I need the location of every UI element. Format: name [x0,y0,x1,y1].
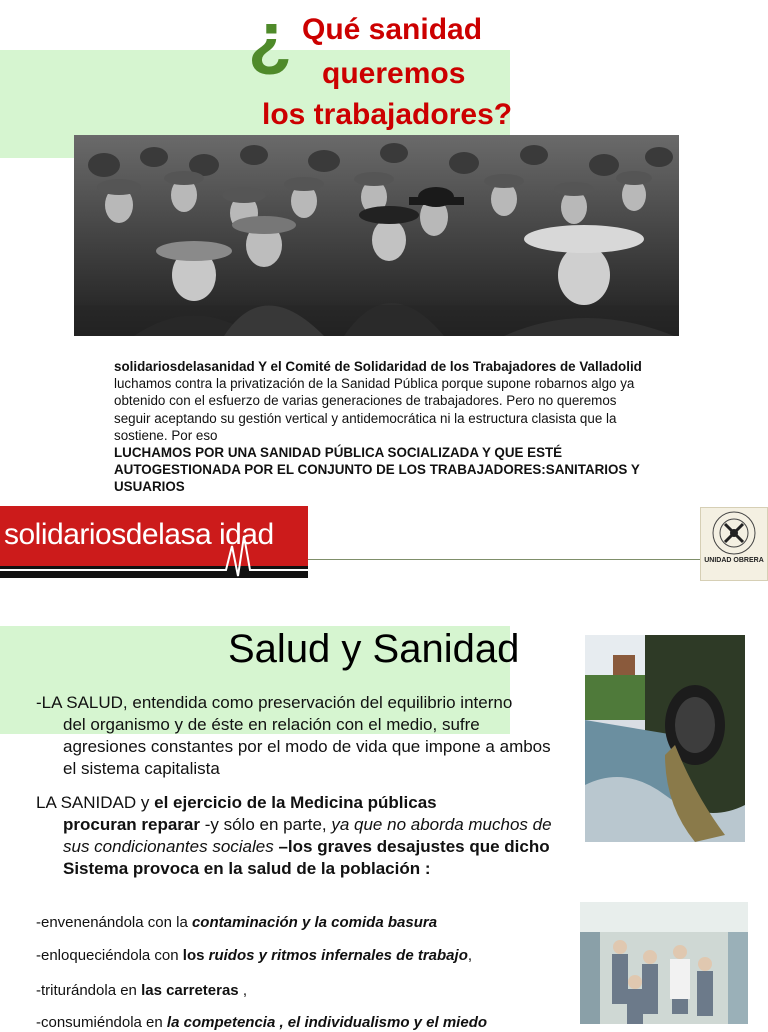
solidarios-logo [0,506,308,578]
salud-lead: -LA SALUD, entendida como preservación del equilibrio interno [36,693,513,712]
title-line-1: Qué sanidad [302,13,483,46]
sanidad-lead: LA SANIDAD y [36,793,155,812]
logo-text: solidariosdelasa idad [4,518,274,551]
workers-crowd-photo [74,135,679,336]
seal-text: UNIDAD OBRERA [704,557,764,564]
sanidad-paragraph [36,792,581,880]
title-line-3: los trabajadores? [262,98,513,131]
sanidad-bold-reparar: procuran reparar [63,815,200,834]
divider-line [308,559,700,560]
list-item-ruidos: -enloqueciéndola con los ruidos y ritmos infernales de trabajo, [36,947,473,964]
sanidad-italic: ya que no aborda muchos de sus condicionantes sociales [63,815,552,856]
question-mark-glyph: ¿ [248,0,292,78]
title-line-2: queremos [322,57,466,90]
intro-bold-lead: solidariosdelasanidad Y el Comité de Solidaridad de los Trabajadores de Valladolid [114,359,642,374]
list-item-carreteras: -triturándola en las carreteras , [36,982,247,999]
list-item-contaminacion: -envenenándola con la contaminación y la comida basura [36,914,438,931]
sanidad-bold-tail: –los graves desajustes que dicho Sistema provoca en la salud de la población : [63,837,550,878]
slide2-title: Salud y Sanidad [228,627,520,671]
list-item-competencia: -consumiéndola en la competencia , el individualismo y el miedo [36,1014,488,1031]
intro-body: luchamos contra la privatización de la Sanidad Pública porque supone robarnos algo ya obtenido con el esfuerzo de varias generaciones de trabajadores. Pero no queremos seguir aceptando su gestión vertical y antidemocrática ni la estructura clasista que la sostiene. Por eso [114,376,635,443]
sanidad-part: -y sólo en parte, [200,815,332,834]
unidad-obrera-seal [700,507,768,581]
sanidad-bold-medicina: el ejercicio de la Medicina públicas [154,793,437,812]
pollution-river-photo [585,635,745,842]
intro-paragraph [114,358,654,496]
salud-paragraph [36,692,566,780]
intro-bold-tail: LUCHAMOS POR UNA SANIDAD PÚBLICA SOCIALIZADA Y QUE ESTÉ AUTOGESTIONADA POR EL CONJUNTO DE LOS TRABAJADORES:SANITARIOS Y USUARIOS [114,445,640,495]
salud-rest: del organismo y de éste en relación con el medio, sufre agresiones constantes por el modo de vida que impone a ambos el sistema capitalista [63,715,551,778]
hospital-corridor-photo [580,902,748,1024]
